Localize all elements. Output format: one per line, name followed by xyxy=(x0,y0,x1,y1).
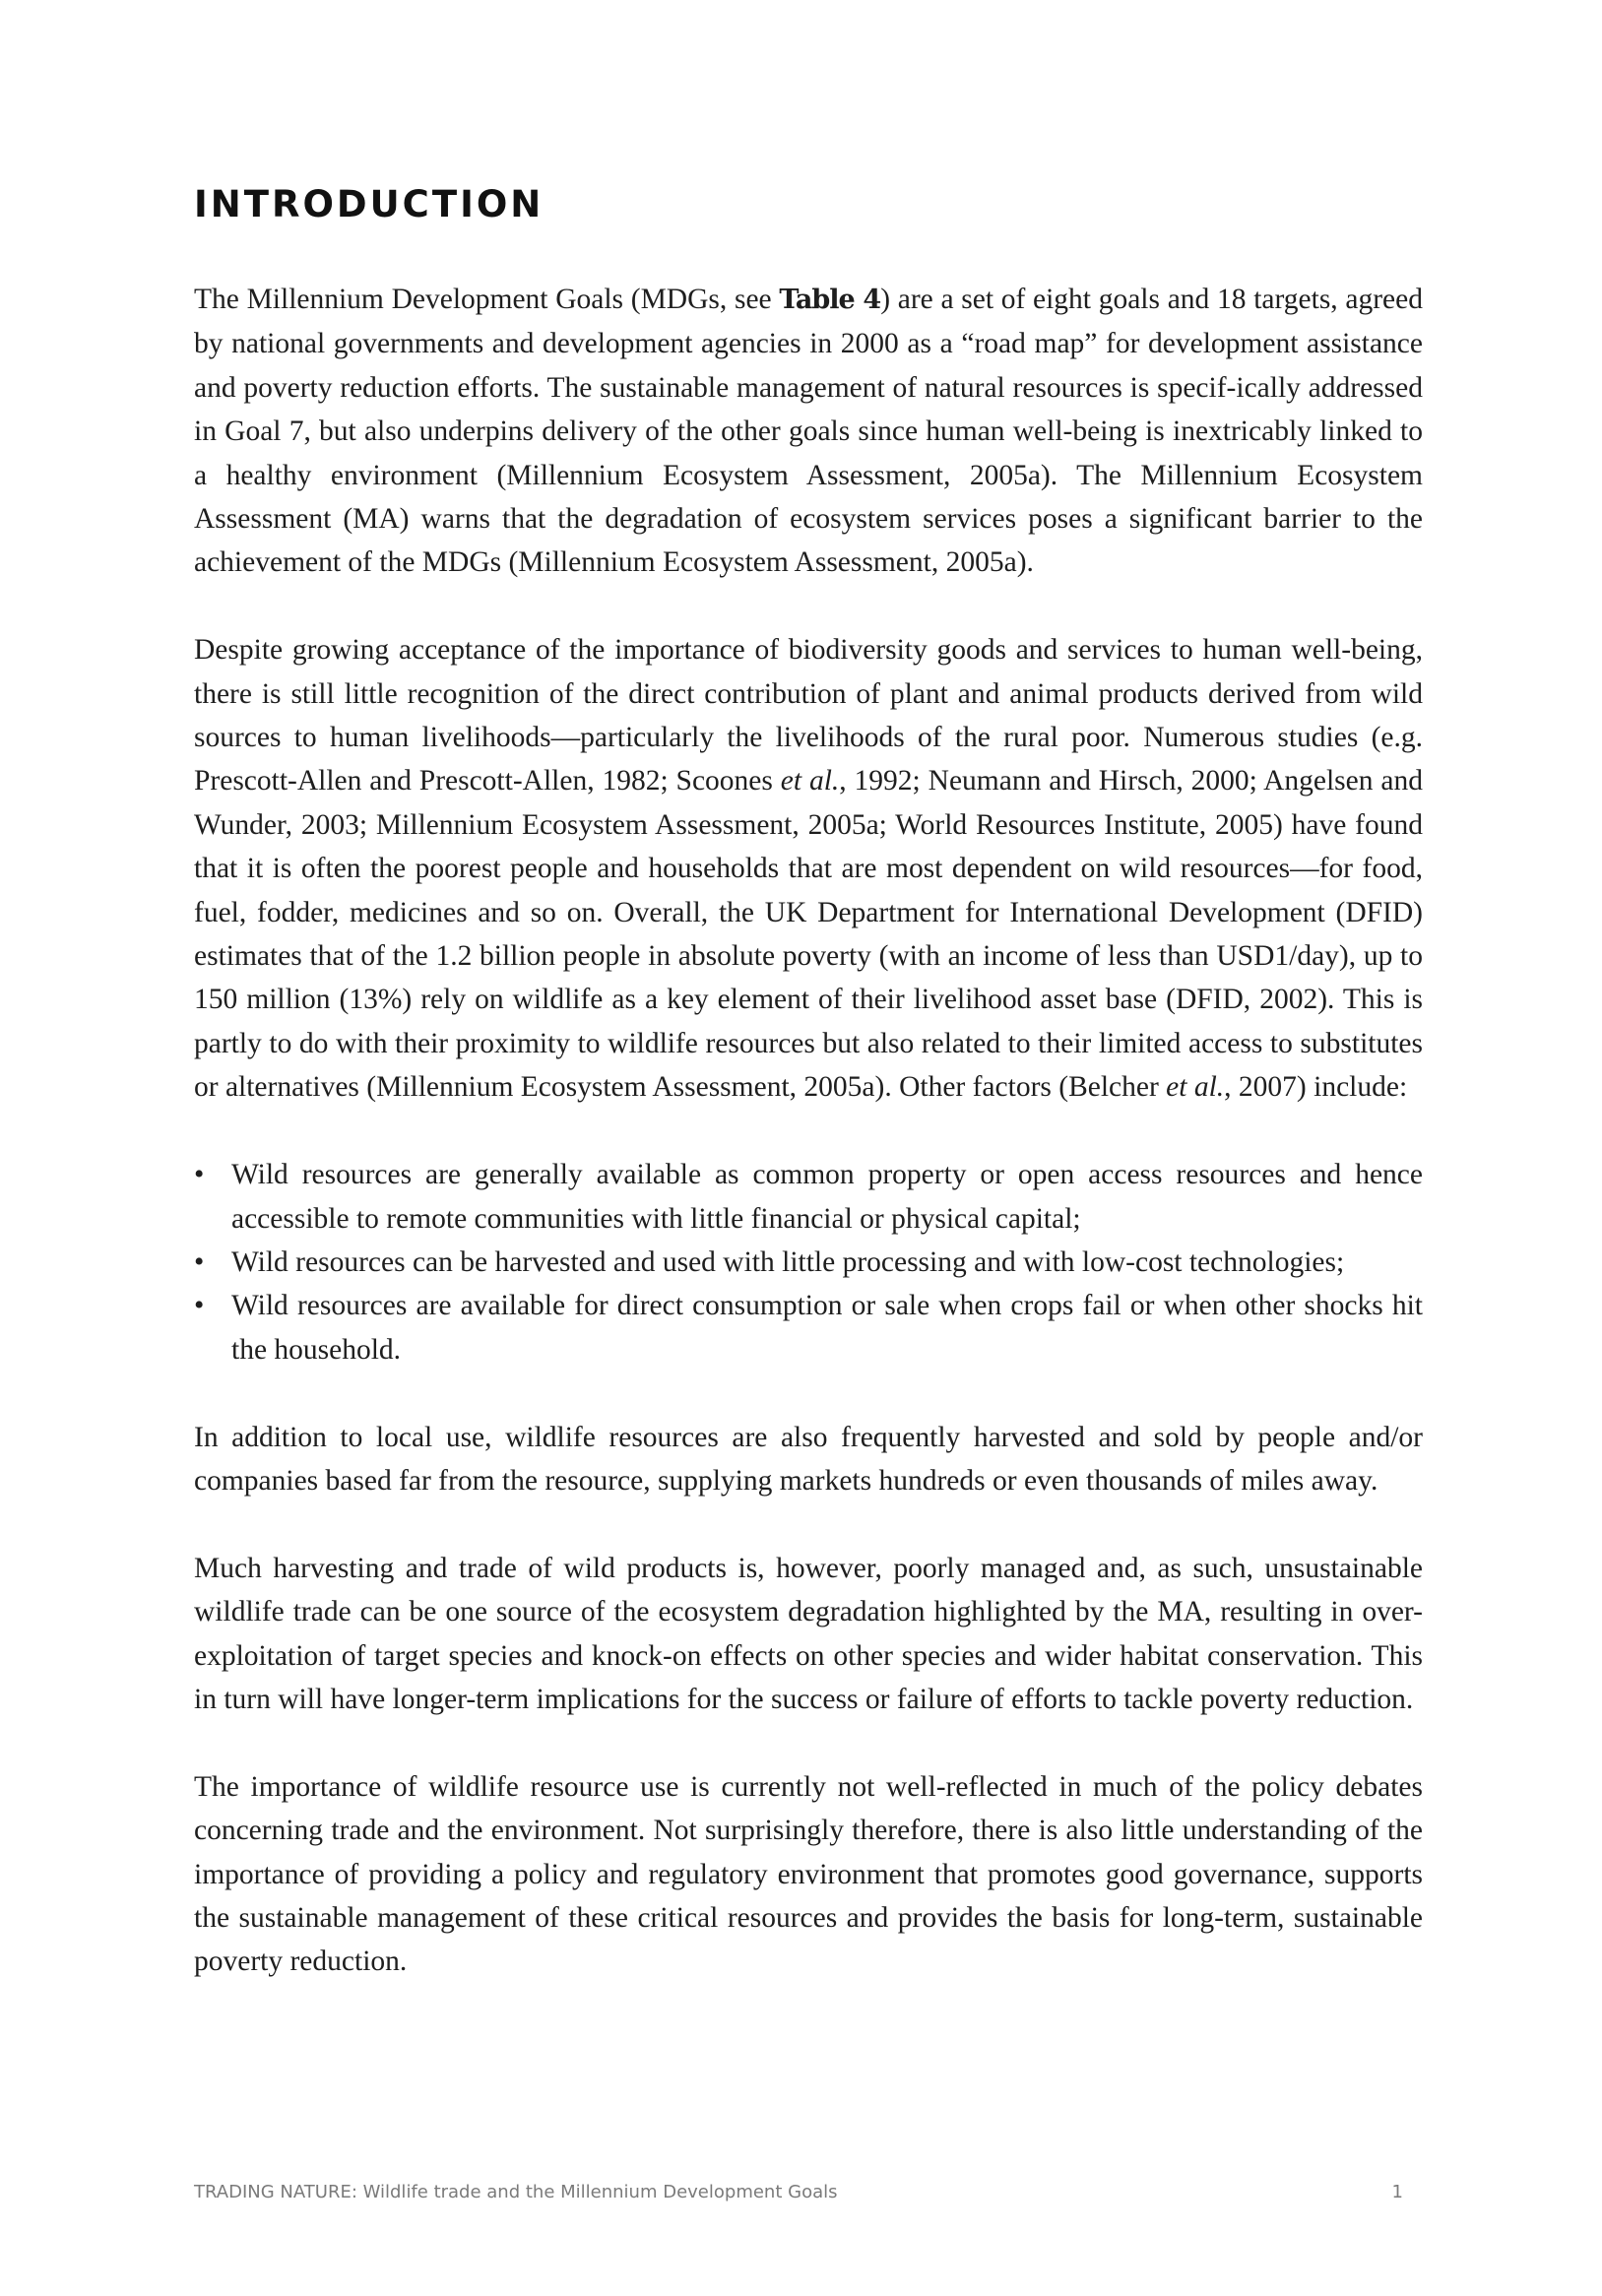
list-item-text: Wild resources are available for direct consumption or sale when crops fail or when other shocks hit the household. xyxy=(231,1290,1423,1366)
page-number: 1 xyxy=(1391,2182,1403,2202)
paragraph-distant-markets: In addition to local use, wildlife resources are also frequently harvested and sold by people and/or companies based far from the resource, supplying markets hundreds or even thousands of miles away. xyxy=(194,1421,1423,1497)
list-item xyxy=(194,1284,1423,1371)
table-reference-link[interactable]: Table 4 xyxy=(779,285,881,315)
paragraph-text: , 1992; Neumann and Hirsch, 2000; Angelsen and Wunder, 2003; Millennium Ecosystem Assessment, 2005a; World Resources Institute, 2005) have found that it is often the poorest people and households that are most dependent on wild resources—for food, fuel, fodder, medicines and so on. Overall, the UK Department for International Development (DFID) estimates that of the 1.2 billion people in absolute poverty (with an income of less than USD1/day), up to 150 million (13%) rely on wildlife as a key element of their livelihood asset base (DFID, 2002). This is partly to do with their proximity to wildlife resources but also related to their limited access to substitutes or alternatives (Millennium Ecosystem Assessment, 2005a). Other factors (Belcher xyxy=(194,765,1423,1104)
bullet-icon: • xyxy=(194,1245,205,1278)
factors-list xyxy=(194,1153,1423,1371)
paragraph-text: Despite growing acceptance of the importance of biodiversity goods and services to human well-being, there is still little recognition of the direct contribution of plant and animal products derived from wild sources to human livelihoods—particularly the livelihoods of the rural poor. Numerous studies (e.g. Prescott-Allen and Prescott-Allen, 1982; Scoones xyxy=(194,634,1423,797)
paragraph-policy-debates: The importance of wildlife resource use is currently not well-reflected in much of the policy debates concerning trade and the environment. Not surprisingly therefore, there is also little understanding of the importance of providing a policy and regulatory environment that promotes good governance, supports the sustainable management of these critical resources and provides the basis for long-term, sustainable poverty reduction. xyxy=(194,1770,1423,1978)
bullet-icon: • xyxy=(194,1290,205,1322)
paragraph-unsustainable-trade: Much harvesting and trade of wild products is, however, poorly managed and, as such, unsustainable wildlife trade can be one source of the ecosystem degradation highlighted by the MA, resulting in over-exploitation of target species and knock-on effects on other species and wider habitat conservation. This in turn will have longer-term implications for the success or failure of efforts to tackle poverty reduction. xyxy=(194,1552,1423,1715)
paragraph-text: The Millennium Development Goals (MDGs, see xyxy=(194,284,780,315)
body-text xyxy=(194,278,1423,2027)
list-item xyxy=(194,1153,1423,1241)
list-item-text: Wild resources can be harvested and used with little processing and with low-cost technologies; xyxy=(231,1245,1345,1278)
paragraph-text: ) are a set of eight goals and 18 targets, agreed by national governments and development agencies in 2000 as a “road map” for development assistance and poverty reduction efforts. The sustainable management of natural resources is specif-ically addressed in Goal 7, but also underpins delivery of the other goals since human well-being is inextricably linked to a healthy environment (Millennium Ecosystem Assessment, 2005a). The Millennium Ecosystem Assessment (MA) warns that the degradation of ecosystem services poses a significant barrier to the achievement of the MDGs (Millennium Ecosystem Assessment, 2005a). xyxy=(194,284,1423,579)
italic-text: et al. xyxy=(1166,1071,1225,1104)
list-item xyxy=(194,1241,1423,1284)
section-heading: INTRODUCTION xyxy=(194,183,545,225)
list-item-text: Wild resources are generally available as common property or open access resources and hence accessible to remote communities with little financial or physical capital; xyxy=(231,1159,1423,1235)
footer-title: TRADING NATURE: Wildlife trade and the Millennium Development Goals xyxy=(194,2182,838,2202)
bullet-icon: • xyxy=(194,1159,205,1191)
italic-text: et al. xyxy=(780,765,840,797)
page-footer xyxy=(194,2182,1403,2202)
paragraph-mdgs-intro xyxy=(194,278,1423,585)
paragraph-text: , 2007) include: xyxy=(1224,1071,1408,1104)
paragraph-wild-resources xyxy=(194,628,1423,1109)
